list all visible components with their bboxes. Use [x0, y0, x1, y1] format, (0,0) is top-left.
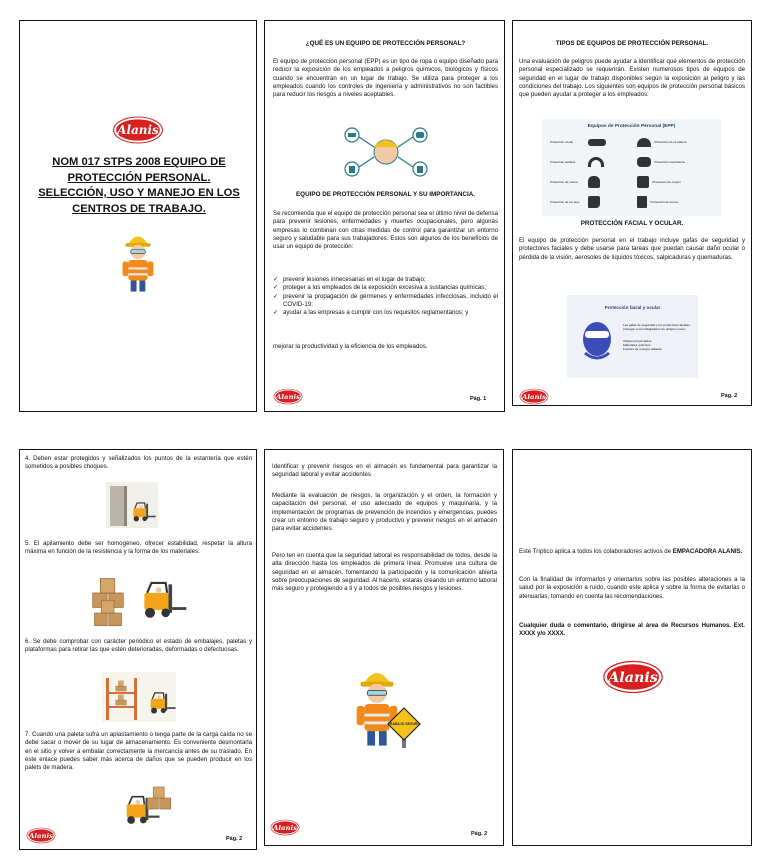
vest-icon — [637, 176, 649, 188]
alanis-logo — [26, 827, 56, 844]
safety-worker-sign-illustration — [338, 658, 430, 750]
ppe-chart-item: Protección de la cabeza — [637, 135, 716, 149]
face-eye-card — [567, 295, 698, 378]
gloves-icon — [588, 176, 600, 188]
forklift-carrying-boxes-illustration — [110, 785, 172, 831]
face-eye-card-list — [623, 339, 691, 352]
ppe-chart-item: Protección de cuerpo — [637, 175, 716, 189]
alanis-logo — [602, 659, 664, 695]
ppe-icons-illustration — [342, 125, 430, 179]
panel-ppe-types — [512, 20, 752, 406]
purpose-text: Con la finalidad de informarlos y orientarlos sobre las posibles alteraciones a la salud por la exposición a ruido, cuando este aplica y sobre la forma de evitarlas o atenuarlas, tomando en cuenta las recomendaciones. — [519, 576, 745, 600]
boots-icon — [588, 196, 600, 208]
panel-what-is-ppe — [264, 20, 505, 412]
face-eye-protection-text: El equipo de protección personal en el trabajo incluye gafas de seguridad y protectores faciales y debe usarse para tareas que puedan causar daño ocular o pérdida de la visión, aerosoles de líquidos tóxicos, salpicaduras y quemaduras. — [519, 237, 745, 261]
contact-text: Cualquier duda o comentario, dirigirse al área de Recursos Humanos. Ext. XXXX y/o XXXX. — [519, 622, 745, 638]
worker-illustration — [116, 227, 160, 293]
scope-text: Este Tríptico aplica a todos los colaboradores activos de EMPACADORA ALANIS. — [519, 548, 743, 555]
list-item: Objetos proyectados — [623, 339, 652, 343]
list-item: ✓ prevenir lesiones innecesarias en el lugar de trabajo; — [273, 276, 498, 284]
ppe-importance-text: Se recomienda que el equipo de protección personal sea el último nivel de defensa para prevenir lesiones, enfermedades y muertes ocupacionales, pero algunas empresas lo combinan con otras medidas de control para garantizar un entorno seguro y saludable para sus trabajadores. Estos son algunos de los beneficios de usar un equipo de protección: — [273, 210, 498, 251]
cover-panel — [19, 20, 257, 412]
face-eye-card-text: Las gafas de seguridad y los protectores faciales protegen a los trabajadores de peligros como: — [623, 323, 691, 332]
benefits-list — [273, 276, 498, 317]
ppe-chart-title: Equipos de Protección Personal (EPP) — [587, 124, 676, 129]
company-name: EMPACADORA ALANIS. — [672, 548, 743, 555]
page-number: Pág. 1 — [470, 396, 487, 402]
ppe-types-chart — [542, 119, 721, 216]
ppe-chart-item: Protección respiratoria — [637, 155, 716, 169]
list-item: ✓ prevenir la propagación de gérmenes y enfermedades infecciosas, incluido el COVID-19; — [273, 293, 498, 310]
alanis-logo — [270, 819, 300, 836]
alanis-logo — [112, 115, 164, 145]
helmet-icon — [637, 138, 651, 147]
pallet-rack-illustration — [102, 672, 176, 722]
rule-5-text: 5. El apilamiento debe ser homogéneo, ofrecer estabilidad, respetar la altura máxima en función de la resistencia y la forma de los materiales. — [25, 540, 252, 556]
face-eye-card-title: Protección facial y ocular — [604, 305, 661, 310]
rule-4-text: 4. Deben estar protegidos y señalizados los puntos de la estantería que estén sometidos a posibles choques. — [25, 455, 252, 471]
ppe-chart-item: Protección ocular — [550, 135, 629, 149]
heading-ppe-importance: EQUIPO DE PROTECCIÓN PERSONAL Y SU IMPORTANCIA. — [295, 191, 476, 198]
forklift-boxes-illustration — [91, 568, 187, 630]
ppe-chart-item: Protección de tronco — [637, 195, 716, 209]
panel-scope-contact — [512, 449, 752, 846]
rule-6-text: 6. Se debe comprobar con carácter periódico el estado de embalajes, paletas y plataformas para retirar las que estén deterioradas, deformadas o defectuosas. — [25, 638, 252, 654]
alanis-logo — [519, 388, 549, 405]
panel-warehouse-safety — [264, 449, 504, 846]
warehouse-culture-text: Pero ten en cuenta que la seguridad laboral es responsabilidad de todos, desde la alta dirección hasta los empleados de primera línea. Promueve una cultura de seguridad en el almacén, fomentando la participación y la comunicación abierta sobre preocupaciones de seguridad. Al hacerlo, estarás creando un entorno laboral más seguro y protegiendo a ti y a todos de posibles riesgos y lesiones. — [272, 552, 497, 593]
warehouse-intro-text: Identificar y prevenir riesgos en el almacén es fundamental para garantizar la seguridad laboral y evitar accidentes — [272, 463, 497, 479]
page-number: Pág. 2 — [226, 836, 243, 842]
heading-face-eye-protection: PROTECCIÓN FACIAL Y OCULAR. — [580, 220, 684, 227]
list-item: Materiales químicos — [623, 343, 651, 348]
goggles-icon — [588, 139, 606, 146]
ppe-types-text: Una evaluación de peligros puede ayudar a identificar qué elementos de protección personal especializado se requerirán. Existen numerosos tipos de equipos de seguridad en el lugar de trabajo disponibles según la exposición al peligro y las condiciones del trabajo. Los siguientes son equipos de protección personal básicos que pueden ayudar a proteger a los empleados: — [519, 58, 745, 99]
benefits-closing: mejorar la productividad y la eficiencia de los empleados. — [273, 343, 428, 350]
page-number: Pág. 2 — [471, 831, 488, 837]
ppe-chart-item: Protección de los pies — [550, 195, 629, 209]
rule-7-text: 7. Cuando una paleta sufra un aplastamiento o tenga parte de la carga caída no se debe sacar o mover de su lugar de almacenamiento. Es conveniente desmontarla en el sitio y volver a embalar correctamente la mercancía antes de su traslado. En este enlace puedes saber más acerca de daños que se pueden producir en los palets de madera. — [25, 731, 252, 772]
apron-icon — [637, 196, 647, 208]
list-item: Fuentes de energía radiante — [623, 347, 662, 352]
panel-storage-rules — [19, 449, 257, 850]
cover-title: NOM 017 STPS 2008 EQUIPO DE PROTECCIÓN PERSONAL. SELECCIÓN, USO Y MANEJO EN LOS CENTROS DE TRABAJO. — [38, 156, 240, 215]
what-is-ppe-text: El equipo de protección personal (EPP) es un tipo de ropa o equipo diseñado para reducir la exposición de los empleados a peligros químicos, biológicos y físicos cuando se encuentran en un lugar de trabajo. Se utiliza para proteger a los empleados cuando los controles de ingeniería y administrativos no son factibles para reducir los riesgos a niveles aceptables. — [273, 58, 498, 99]
page-number: Pág. 2 — [721, 393, 738, 399]
warehouse-measures-text: Mediante la evaluación de riesgos, la organización y el orden, la formación y capacitación del personal, el uso adecuado de equipos y maquinaria, y la implementación de programas de prevención de incendios y emergencias, puedes crear un entorno de trabajo seguro y productivo y prevenir riesgos en el almacén para evitar accidentes. — [272, 492, 497, 533]
face-shield-icon — [579, 317, 615, 365]
ppe-chart-item: Protección de manos — [550, 175, 629, 189]
respirator-icon — [637, 157, 651, 167]
heading-ppe-types: TIPOS DE EQUIPOS DE PROTECCIÓN PERSONAL. — [555, 40, 709, 47]
ppe-chart-item: Protección auditiva — [550, 155, 629, 169]
list-item: ✓ proteger a los empleados de la exposición excesiva a sustancias químicas; — [273, 284, 498, 292]
shelf-forklift-illustration — [104, 480, 160, 530]
sign-label: TRABAJO SEGURO — [387, 722, 421, 726]
earmuffs-icon — [588, 157, 604, 167]
alanis-logo — [273, 388, 303, 405]
heading-what-is-ppe: ¿QUÉ ES UN EQUIPO DE PROTECCIÓN PERSONAL? — [305, 40, 466, 47]
list-item: ✓ ayudar a las empresas a cumplir con los requisitos reglamentarios; y — [273, 309, 498, 317]
ppe-chart-grid — [550, 135, 715, 209]
